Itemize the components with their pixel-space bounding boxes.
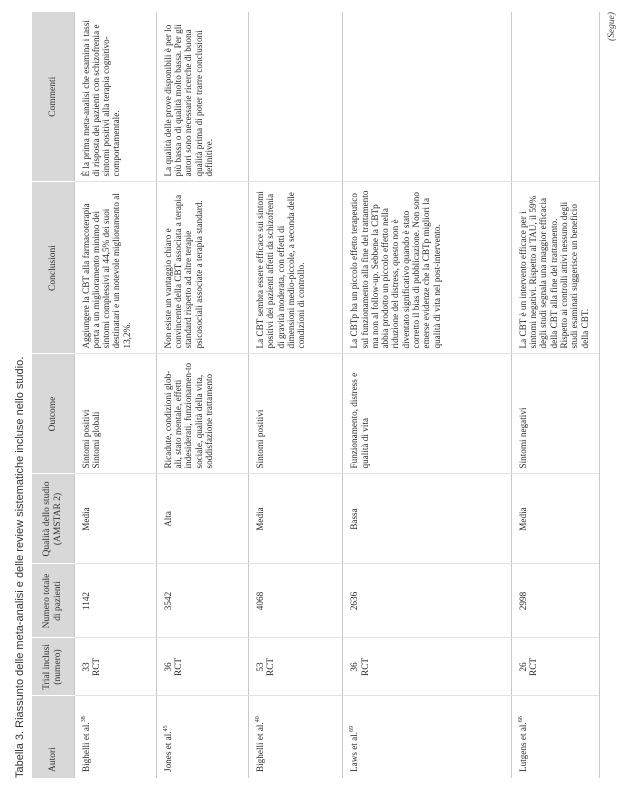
header-row bbox=[32, 12, 74, 778]
table-row bbox=[156, 12, 248, 778]
continues-label: (Segue) bbox=[607, 12, 617, 42]
quality-cell: Media bbox=[248, 474, 342, 564]
quality-cell: Media bbox=[74, 474, 156, 564]
conclusions-cell: Non esiste un vantaggio chiaro e convincente della CBT associata a terapia standard rispetto ad altre terapie psicosociali associate a terapia standard. bbox=[156, 182, 248, 354]
author-cell: Laws et al.$^{69}$ bbox=[343, 696, 511, 778]
author-cell: Jones et al.$^{45}$ bbox=[156, 696, 248, 778]
header-trial: Trial inclusi (numero) bbox=[32, 638, 74, 696]
quality-cell: Alta bbox=[156, 474, 248, 564]
comments-cell: È la prima meta-analisi che esamina i tassi di risposta dei pazienti con schizofrenia e sintomi positivi alla terapia cognitivo-comportamentale. bbox=[74, 12, 156, 182]
table-row bbox=[511, 12, 599, 778]
summary-table bbox=[32, 12, 600, 778]
author-cell: Bighelli et al.$^{40}$ bbox=[248, 696, 342, 778]
patients-cell: 4068 bbox=[248, 564, 342, 638]
comments-cell: La qualità delle prove disponibili è per lo più bassa o di qualità molto bassa. Per gli autori sono necessarie ricerche di buona qualità prima di poter trarre conclusioni definitive. bbox=[156, 12, 248, 182]
table-row bbox=[343, 12, 511, 778]
conclusions-cell: La CBTp ha un piccolo effetto terapeutico sul funzionamento alla fine del trattamento ma non al follow-up. Sebbene la CBTp abbia prodotto un piccolo effetto nella riduzione del distress, questo non è diventato significativo quando è stato corretto il bias di pubblicazione. Non sono emerse evidenze che la CBTp migliori la qualità di vita nel post-intervento. bbox=[343, 182, 511, 354]
trials-cell: 26 RCT bbox=[511, 638, 599, 696]
header-pazienti: Numero totale di pazienti bbox=[32, 564, 74, 638]
patients-cell: 2636 bbox=[343, 564, 511, 638]
header-commenti: Commenti bbox=[32, 12, 74, 182]
trials-cell: 53 RCT bbox=[248, 638, 342, 696]
outcome-cell: Funzionamento, distress e qualità di vita bbox=[343, 354, 511, 474]
patients-cell: 3542 bbox=[156, 564, 248, 638]
author-cell: Bighelli et al.$^{38}$ bbox=[74, 696, 156, 778]
patients-cell: 1142 bbox=[74, 564, 156, 638]
outcome-cell: Sintomi negativi bbox=[511, 354, 599, 474]
trials-cell: 36 RCT bbox=[343, 638, 511, 696]
trials-cell: 33 RCT bbox=[74, 638, 156, 696]
conclusions-cell: La CBT sembra essere efficace sui sintomi positivi dei pazienti affetti da schizofrenia di gravità moderata, con effetti di dimensioni medio-piccole, a seconda delle condizioni di controllo. bbox=[248, 182, 342, 354]
outcome-cell: Ricadute, condizioni glob-ali, stato mentale, effetti indesiderati, funzionamen-to sociale, qualità della vita, soddisfazione trattamento bbox=[156, 354, 248, 474]
outcome-cell: Sintomi positivi bbox=[248, 354, 342, 474]
comments-cell bbox=[248, 12, 342, 182]
author-cell: Lutgens et al.$^{66}$ bbox=[511, 696, 599, 778]
patients-cell: 2998 bbox=[511, 564, 599, 638]
table-caption: Tabella 3. Riassunto delle meta-analisi e delle review sistematiche incluse nello studio. bbox=[14, 356, 26, 778]
outcome-cell: Sintomi positivi Sintomi globali bbox=[74, 354, 156, 474]
header-autori: Autori bbox=[32, 696, 74, 778]
header-outcome: Outcome bbox=[32, 354, 74, 474]
table-row bbox=[248, 12, 342, 778]
table-row bbox=[74, 12, 156, 778]
quality-cell: Bassa bbox=[343, 474, 511, 564]
conclusions-cell: La CBT è un intervento efficace per i sintomi negativi. Rispetto al TAU, il 59% degli studi segnala una maggior efficacia della CBT alla fine del trattamento. Rispetto ai controlli attivi nessuno degli studi esaminati suggerisce un beneficio della CBT. bbox=[511, 182, 599, 354]
trials-cell: 36 RCT bbox=[156, 638, 248, 696]
conclusions-cell: Aggiungere la CBT alla farmacoterapia porta a un miglioramento minimo dei sintomi complessivi al 44,5% dei suoi destinatari e un notevole miglioramento al 13,2%. bbox=[74, 182, 156, 354]
comments-cell bbox=[343, 12, 511, 182]
quality-cell: Media bbox=[511, 474, 599, 564]
comments-cell bbox=[511, 12, 599, 182]
header-qualita: Qualità dello studio (AMSTAR 2) bbox=[32, 474, 74, 564]
header-conclusioni: Conclusioni bbox=[32, 182, 74, 354]
